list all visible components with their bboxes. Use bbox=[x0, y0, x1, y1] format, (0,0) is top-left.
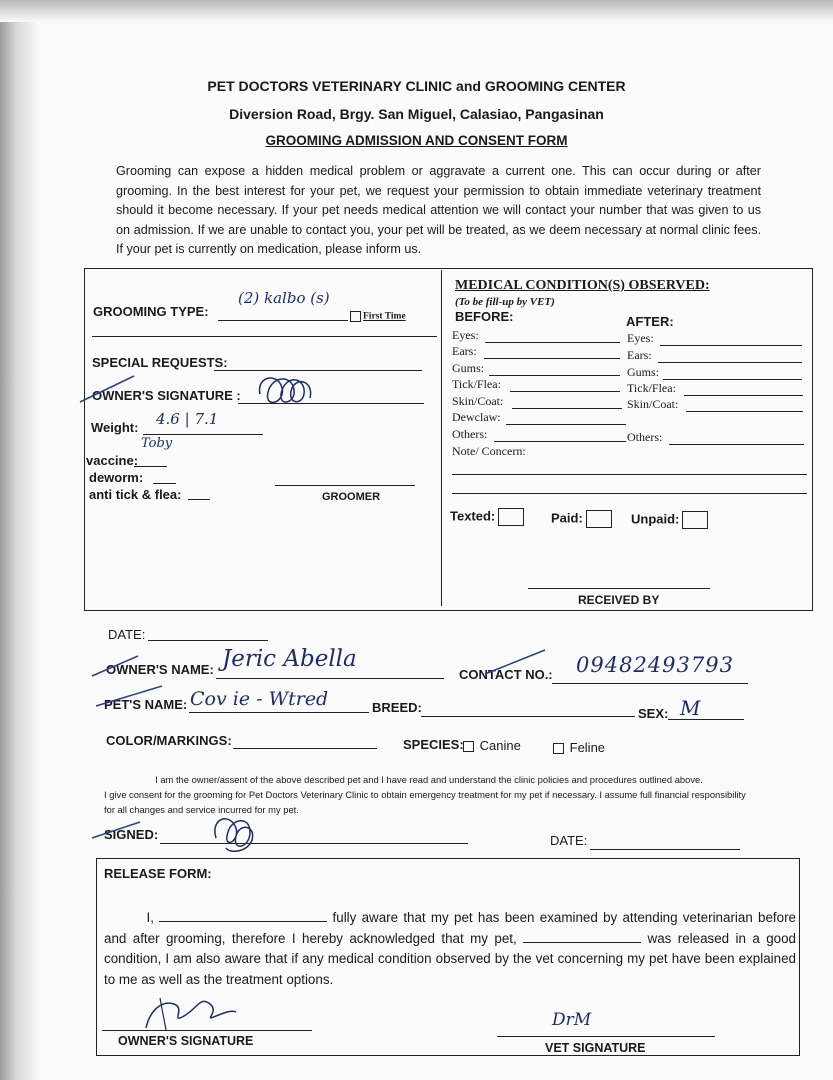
before-gums-line[interactable] bbox=[489, 375, 620, 376]
date-line[interactable] bbox=[148, 640, 268, 641]
note-line-1[interactable] bbox=[452, 474, 807, 475]
release-p-start: I, bbox=[146, 910, 154, 925]
unpaid-label: Unpaid: bbox=[631, 511, 680, 527]
grooming-type-label: GROOMING TYPE: bbox=[93, 304, 209, 319]
pet-name-value: Cov ie - Wtred bbox=[190, 688, 329, 710]
color-markings-line[interactable] bbox=[233, 748, 377, 749]
paid-checkbox[interactable] bbox=[586, 510, 612, 528]
pet-name-label: PET'S NAME: bbox=[104, 697, 188, 712]
groomer-line[interactable] bbox=[275, 485, 415, 486]
before-eyes-label: Eyes: bbox=[452, 328, 479, 342]
check-stroke-pet bbox=[92, 682, 172, 712]
before-skin-label: Skin/Coat: bbox=[452, 394, 504, 408]
before-skin-line[interactable] bbox=[512, 408, 622, 409]
groomer-label: GROOMER bbox=[322, 491, 381, 503]
signed-label: SIGNED: bbox=[104, 827, 159, 842]
after-label: AFTER: bbox=[626, 314, 674, 329]
paid-field[interactable] bbox=[551, 510, 612, 528]
weight-line[interactable] bbox=[143, 434, 263, 435]
vaccine-label: vaccine: bbox=[86, 453, 139, 468]
consent-date-label: DATE: bbox=[550, 833, 588, 848]
clinic-address: Diversion Road, Brgy. San Miguel, Calasiao, Pangasinan bbox=[229, 106, 604, 122]
after-gums-label: Gums: bbox=[627, 365, 660, 379]
contact-value: 09482493793 bbox=[576, 653, 734, 677]
clinic-name: PET DOCTORS VETERINARY CLINIC and GROOMING CENTER bbox=[207, 78, 626, 94]
page-edge-shadow bbox=[0, 0, 40, 1080]
before-tick-line[interactable] bbox=[510, 391, 620, 392]
after-tick-line[interactable] bbox=[684, 395, 803, 396]
date-label: DATE: bbox=[108, 627, 146, 642]
release-vet-sig-line[interactable] bbox=[497, 1036, 715, 1037]
after-ears-label: Ears: bbox=[627, 348, 652, 362]
before-dewclaw-label: Dewclaw: bbox=[452, 410, 501, 424]
after-eyes-label: Eyes: bbox=[627, 331, 654, 345]
page-top-shadow bbox=[0, 0, 833, 22]
canine-label: Canine bbox=[479, 738, 521, 753]
consent-line-1: I am the owner/assent of the above described pet and I have read and understand the clinic policies and procedures outlined above. bbox=[155, 774, 703, 785]
release-owner-signature-scribble bbox=[140, 990, 240, 1034]
consent-date-line[interactable] bbox=[590, 849, 740, 850]
before-ears-line[interactable] bbox=[484, 358, 620, 359]
texted-field[interactable] bbox=[450, 508, 524, 526]
received-by-label: RECEIVED BY bbox=[578, 593, 660, 607]
anti-tick-label: anti tick & flea: bbox=[89, 487, 182, 502]
owner-signature-scribble bbox=[78, 368, 338, 416]
weight-label: Weight: bbox=[91, 420, 139, 435]
before-others-label: Others: bbox=[452, 427, 488, 441]
before-gums-label: Gums: bbox=[452, 361, 485, 375]
special-requests-label: SPECIAL REQUESTS: bbox=[92, 355, 228, 370]
after-others-label: Others: bbox=[627, 430, 663, 444]
sex-value: M bbox=[680, 696, 701, 720]
texted-label: Texted: bbox=[450, 508, 496, 524]
before-tick-label: Tick/Flea: bbox=[452, 377, 501, 391]
before-dewclaw-line[interactable] bbox=[506, 424, 626, 425]
note-concern-label: Note/ Concern: bbox=[452, 444, 526, 458]
weight-note: Toby bbox=[141, 436, 173, 451]
received-by-line[interactable] bbox=[528, 588, 710, 589]
deworm-label: deworm: bbox=[89, 470, 144, 485]
after-ears-line[interactable] bbox=[658, 362, 802, 363]
after-skin-label: Skin/Coat: bbox=[627, 397, 679, 411]
unpaid-checkbox[interactable] bbox=[682, 511, 708, 529]
after-eyes-line[interactable] bbox=[660, 345, 802, 346]
sex-label: SEX: bbox=[638, 706, 669, 721]
before-label: BEFORE: bbox=[455, 309, 514, 324]
feline-label: Feline bbox=[569, 740, 606, 755]
release-pet-blank[interactable] bbox=[523, 930, 641, 943]
admission-box bbox=[84, 268, 813, 611]
vet-signature-value: DrM bbox=[552, 1010, 592, 1030]
medical-subtitle: (To be fill-up by VET) bbox=[455, 296, 555, 308]
owner-signature-label: OWNER'S SIGNATURE : bbox=[92, 388, 241, 403]
signed-signature-scribble bbox=[90, 808, 270, 860]
intro-paragraph: Grooming can expose a hidden medical problem or aggravate a current one. This can occur during or after grooming. In the best interest for your pet, we request your permission to obtain immediate veterinary treatment should it become necessary. If your pet needs medical attention we will contact your number that was given to us on admission. If we are unable to contact you, your pet will be treated, as we deem necessary at normal clinic fees. If your pet is currently on medication, please inform us. bbox=[116, 164, 761, 256]
species-label: SPECIES: bbox=[403, 737, 464, 752]
before-eyes-line[interactable] bbox=[485, 342, 620, 343]
release-name-blank[interactable] bbox=[159, 909, 327, 922]
after-gums-line[interactable] bbox=[663, 379, 802, 380]
unpaid-field[interactable] bbox=[631, 511, 708, 529]
release-owner-sig-label: OWNER'S SIGNATURE bbox=[118, 1034, 254, 1048]
weight-value: 4.6 | 7.1 bbox=[156, 410, 219, 428]
paid-label: Paid: bbox=[551, 510, 583, 526]
breed-label: BREED: bbox=[372, 700, 422, 715]
note-line-2[interactable] bbox=[452, 493, 807, 494]
grooming-type-line[interactable] bbox=[218, 320, 348, 321]
anti-tick-line[interactable] bbox=[188, 499, 210, 500]
first-time-checkbox[interactable] bbox=[350, 311, 361, 322]
contact-line[interactable] bbox=[552, 683, 748, 684]
before-others-line[interactable] bbox=[494, 441, 626, 442]
contact-label: CONTACT NO.: bbox=[459, 667, 553, 682]
species-feline-option[interactable] bbox=[553, 740, 605, 755]
owner-name-value: Jeric Abella bbox=[222, 646, 357, 672]
box-divider bbox=[441, 270, 442, 606]
species-canine-option[interactable] bbox=[463, 738, 521, 753]
grooming-type-value: (2) kalbo (s) bbox=[238, 289, 330, 307]
vaccine-line[interactable] bbox=[134, 466, 167, 467]
first-time-label: First Time bbox=[363, 311, 406, 322]
release-paragraph bbox=[104, 908, 796, 990]
first-time-option[interactable] bbox=[350, 311, 406, 322]
breed-line[interactable] bbox=[421, 716, 635, 717]
release-p-mid2: was released in a good condition, I am also aware that if any medical condition observed by the vet concerning my pet have been explained to me as well as the treatment options. bbox=[104, 930, 796, 987]
consent-line-2: I give consent for the grooming for Pet Doctors Veterinary Clinic to obtain emergency treatment for my pet if necessary. I assume full financial responsibility for all changes and service incurred for my pet. bbox=[104, 789, 746, 815]
grooming-extra-line bbox=[92, 336, 437, 337]
canine-checkbox[interactable] bbox=[463, 741, 474, 752]
release-title: RELEASE FORM: bbox=[104, 866, 212, 881]
release-p-mid1: fully aware that my pet has been examined by attending veterinarian before and after grooming, therefore I hereby acknowledged that my pet, bbox=[104, 910, 796, 946]
pet-name-line[interactable] bbox=[189, 712, 369, 713]
medical-title: MEDICAL CONDITION(S) OBSERVED: bbox=[455, 278, 710, 293]
after-tick-label: Tick/Flea: bbox=[627, 381, 676, 395]
after-others-line[interactable] bbox=[669, 444, 804, 445]
owner-name-label: OWNER'S NAME: bbox=[106, 662, 214, 677]
feline-checkbox[interactable] bbox=[553, 743, 564, 754]
form-title: GROOMING ADMISSION AND CONSENT FORM bbox=[265, 133, 568, 148]
deworm-line[interactable] bbox=[153, 483, 176, 484]
release-vet-sig-label: VET SIGNATURE bbox=[545, 1041, 646, 1055]
texted-checkbox[interactable] bbox=[498, 508, 524, 526]
color-markings-label: COLOR/MARKINGS: bbox=[106, 733, 232, 748]
before-ears-label: Ears: bbox=[452, 344, 477, 358]
after-skin-line[interactable] bbox=[686, 411, 803, 412]
